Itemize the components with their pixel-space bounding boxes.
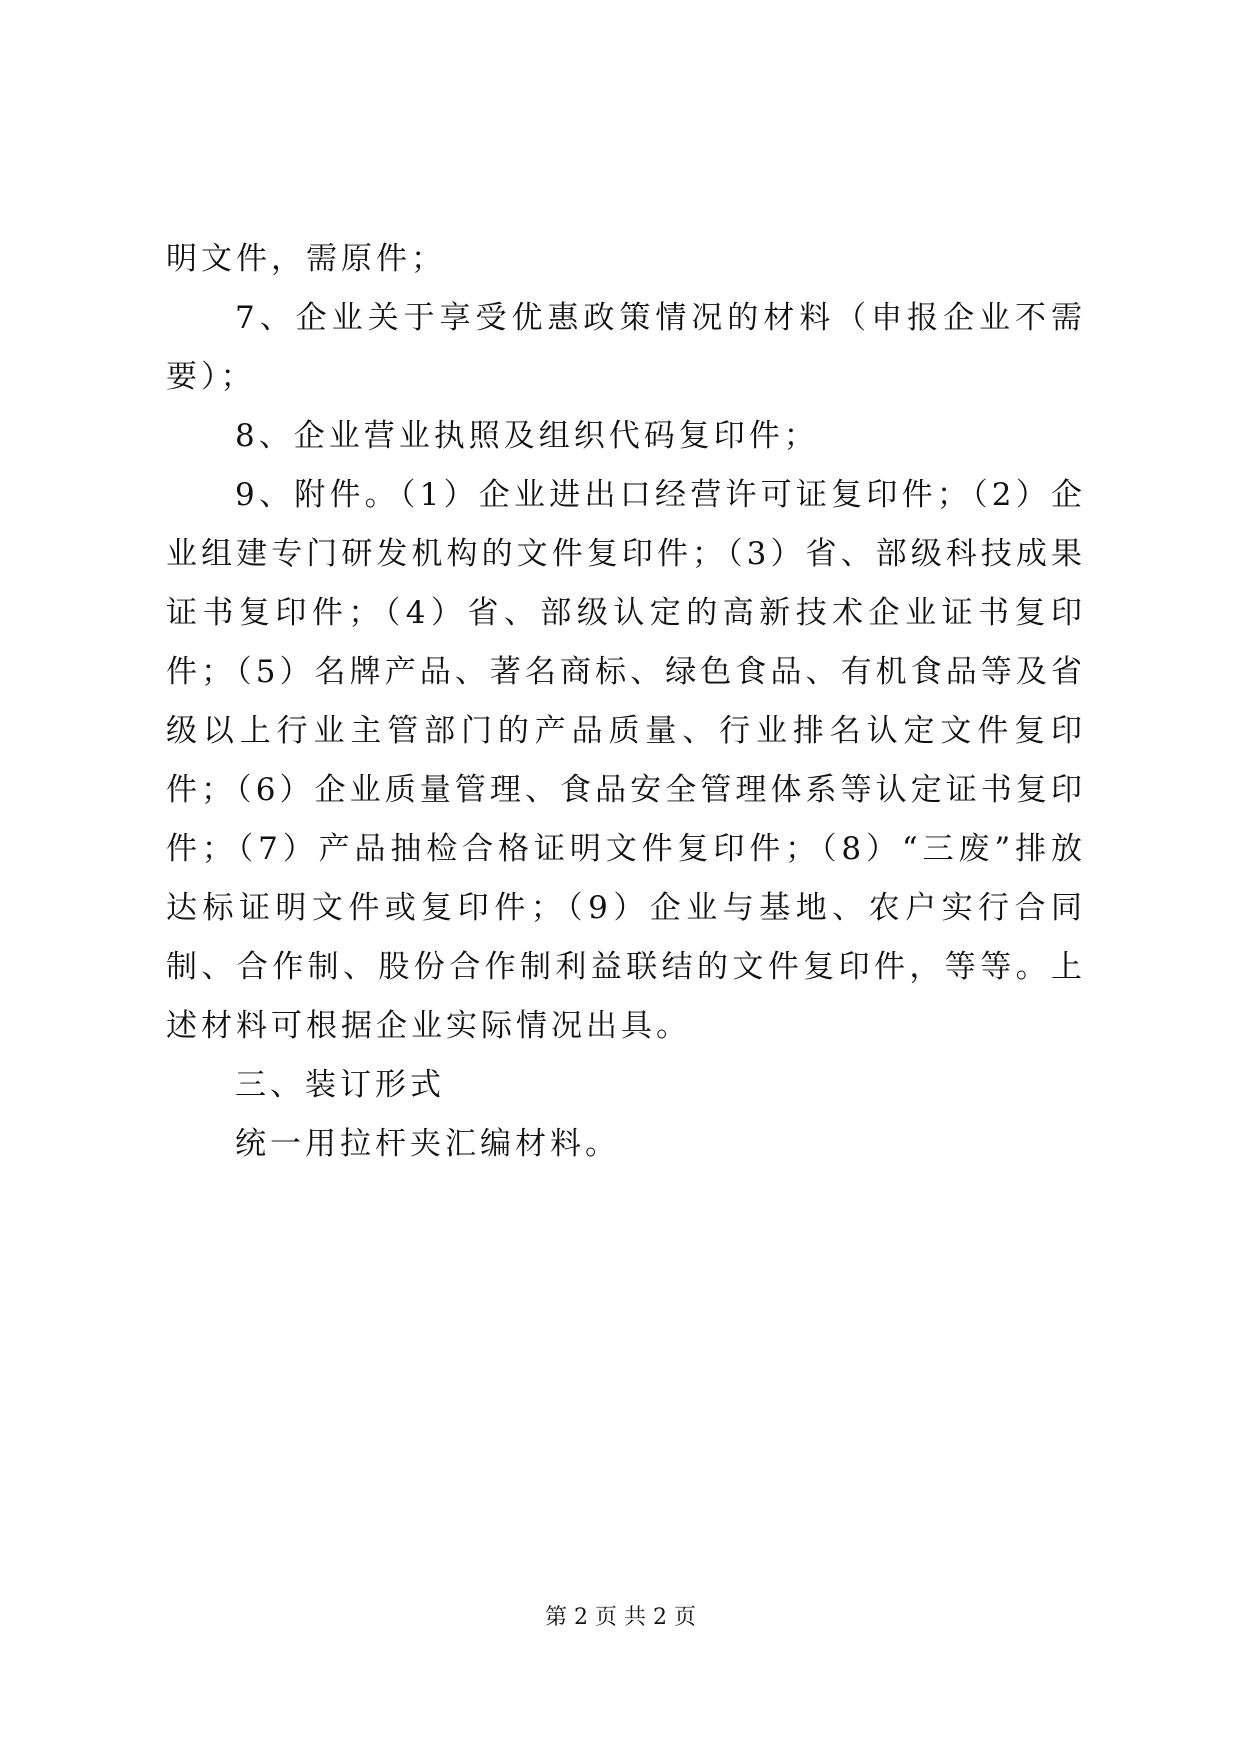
paragraph-continuation: 明文件，需原件； [166, 241, 446, 277]
section-heading-binding: 三、装订形式 [235, 1067, 445, 1103]
paragraph-item-9: 9、附件。（1）企业进出口经营许可证复印件；（2）企业组建专门研发机构的文件复印件；（3）省、部级科技成果证书复印件；（4）省、部级认定的高新技术企业证书复印件；（5）名牌产品、著名商标、绿色食品、有机食品等及省级以上行业主管部门的产品质量、行业排名认定文件复印件；（6）企业质量管理、食品安全管理体系等认定证书复印件；（7）产品抽检合格证明文件复印件；（8）“三废”排放达标证明文件或复印件；（9）企业与基地、农户实行合同制、合作制、股份合作制利益联结的文件复印件，等等。上述材料可根据企业实际情况出具。 [166, 477, 1086, 1044]
document-body [166, 230, 1086, 1174]
paragraph-item-8: 8、企业营业执照及组织代码复印件； [235, 418, 819, 454]
paragraph-item-7: 7、企业关于享受优惠政策情况的材料（申报企业不需要）； [166, 300, 1086, 395]
paragraph-binding-method: 统一用拉杆夹汇编材料。 [235, 1126, 620, 1162]
page-number-footer: 第 2 页 共 2 页 [545, 1605, 696, 1630]
